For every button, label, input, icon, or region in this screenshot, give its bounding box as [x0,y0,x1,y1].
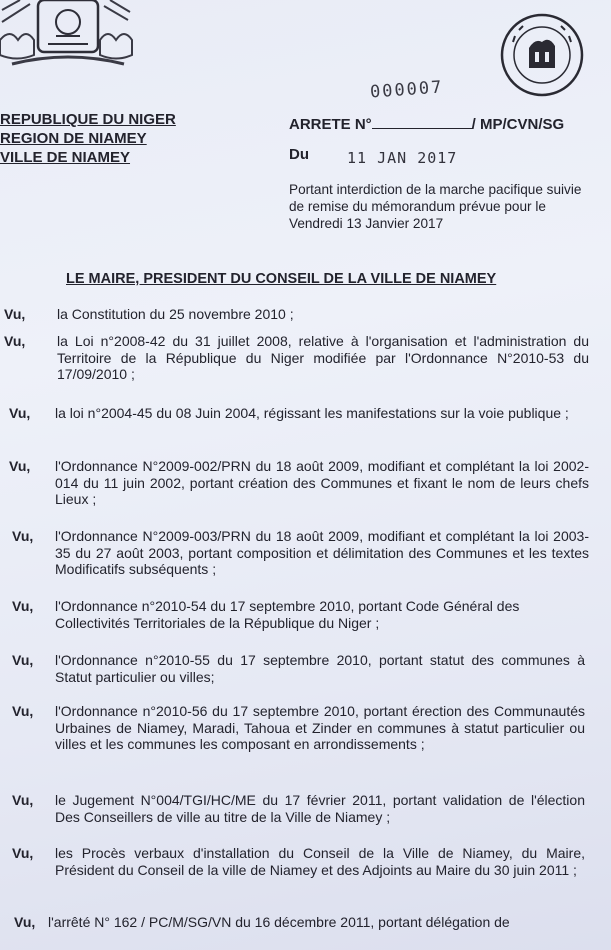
vu-text: l'Ordonnance N°2009-003/PRN du 18 août 2009, modifiant et complétant la loi 2003- 35 du 27 août 2003, portant composition et délimitation des Communes et les textes Modificatifs subséquents ; [55,528,589,577]
vu-text: l'Ordonnance n°2010-55 du 17 septembre 2010, portant statut des communes à Statut particulier ou villes; [55,652,585,685]
vu-label: Vu, [12,598,34,614]
arrete-reference: / MP/CVN/SG [471,116,565,133]
vu-label: Vu, [4,306,26,322]
vu-text: le Jugement N°004/TGI/HC/ME du 17 février 2011, portant validation de l'élection Des Conseillers de ville au titre de la Ville de Niamey ; [55,792,585,825]
header-region: REGION DE NIAMEY [0,130,147,147]
vu-text: la Constitution du 25 novembre 2010 ; [57,306,294,322]
vu-label: Vu, [4,333,26,349]
vu-label: Vu, [9,458,31,474]
header-republic: REPUBLIQUE DU NIGER [0,111,176,128]
vu-label: Vu, [12,703,34,719]
arrete-number-blank [372,116,472,129]
vu-label: Vu, [12,845,34,861]
arrete-line [289,116,564,133]
decree-subject: Portant interdiction de la marche pacifique suivie de remise du mémorandum prévue pour le Vendredi 13 Janvier 2017 [289,182,582,231]
header-city: VILLE DE NIAMEY [0,149,131,166]
vu-label: Vu, [12,528,34,544]
header-authorities [0,110,176,167]
vu-text: la Loi n°2008-42 du 31 juillet 2008, relative à l'organisation et l'administration du Territoire de la République du Niger modifiée par l'Ordonnance N°2010-53 du 17/09/2010 ; [57,333,589,382]
city-seal-stamp [499,12,585,98]
vu-text: l'arrêté N° 162 / PC/M/SG/VN du 16 décembre 2011, portant délégation de [48,914,510,930]
vu-text: la loi n°2004-45 du 08 Juin 2004, régissant les manifestations sur la voie publique ; [55,405,569,421]
vu-text: l'Ordonnance n°2010-56 du 17 septembre 2010, portant érection des Communautés Urbaines de Niamey, Maradi, Tahoua et Zinder en communes à statut particulier ou villes et les communes les composant en arrondissements ; [55,703,585,752]
vu-label: Vu, [12,652,34,668]
coat-of-arms-emblem [0,0,135,68]
mayor-title: LE MAIRE, PRESIDENT DU CONSEIL DE LA VILLE DE NIAMEY [66,271,497,287]
decree-serial-number: 000007 [369,77,445,103]
vu-text: l'Ordonnance n°2010-54 du 17 septembre 2010, portant Code Général des Collectivités Territoriales de la République du Niger ; [55,598,520,631]
vu-text: les Procès verbaux d'installation du Conseil de la Ville de Niamey, du Maire, Président du Conseil de la ville de Niamey et des Adjoints au Maire du 30 juin 2011 ; [55,845,585,878]
vu-label: Vu, [14,914,36,930]
decree-date-stamp: 11 JAN 2017 [347,149,458,167]
vu-text: l'Ordonnance N°2009-002/PRN du 18 août 2009, modifiant et complétant la loi 2002- 014 du 11 juin 2002, portant création des Communes et fixant le nom de leurs chefs Lieux ; [55,458,589,507]
arrete-label: ARRETE N° [289,116,372,133]
vu-label: Vu, [12,792,34,808]
date-label: Du [289,146,309,163]
vu-label: Vu, [9,405,31,421]
